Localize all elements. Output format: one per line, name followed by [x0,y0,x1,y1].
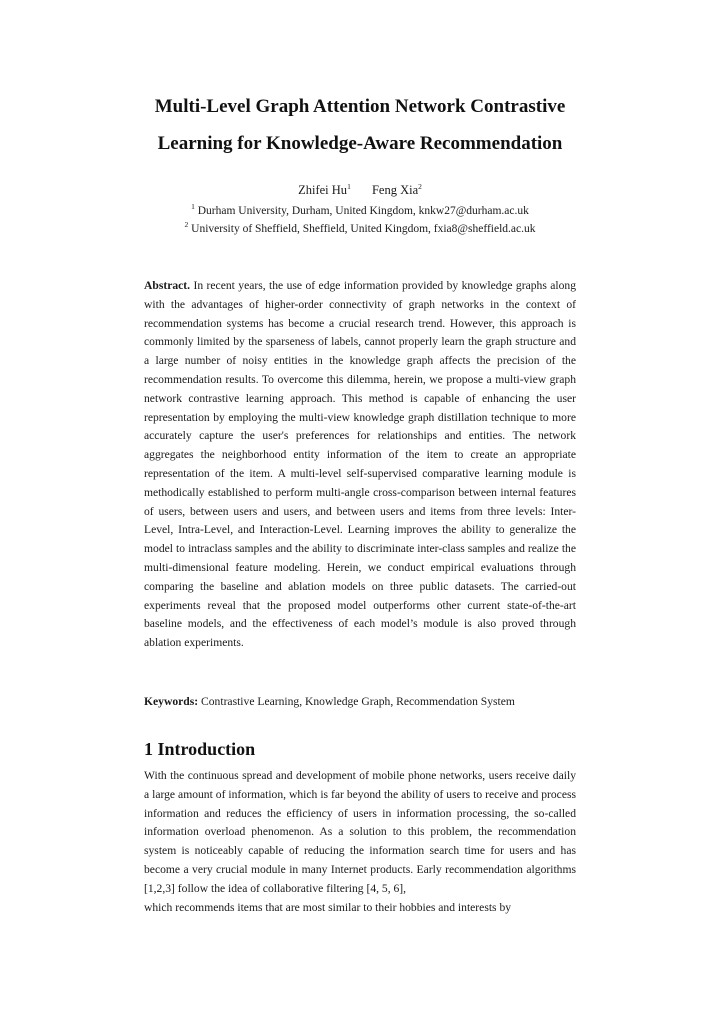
keywords-text: Contrastive Learning, Knowledge Graph, Recommendation System [201,695,515,708]
introduction-last-line: which recommends items that are most similar to their hobbies and interests by [144,900,512,914]
author-list [140,182,580,198]
author-affiliation-mark: 1 [347,182,351,191]
paper-title-line-1: Multi-Level Graph Attention Network Contrastive [154,96,566,117]
author-affiliation-mark: 2 [418,182,422,191]
abstract-label: Abstract. [144,279,191,292]
affiliation-mark: 2 [184,220,189,229]
affiliation-1 [120,204,600,219]
section-heading: 1 Introduction [144,739,256,759]
paper-title-line-2: Learning for Knowledge-Aware Recommendation [157,133,563,154]
author-name: Feng Xia [371,183,419,197]
affiliation-2 [120,222,600,237]
affiliation-mark: 1 [191,202,195,211]
introduction-text: With the continuous spread and development of mobile phone networks, users receive daily a large amount of information, which is far beyond the ability of users to receive and process information and reduces the efficiency of users in information processing, the so-called information overload phenomenon. As a solution to this problem, the recommendation system is noticeably capable of reducing the information search time for users and has become a very crucial module in many Internet products. Early recommendation algorithms [1,2,3] follow the idea of collaborative filtering [4, 5, 6], [144,769,576,895]
keywords-label: Keywords: [144,695,199,708]
abstract-text: In recent years, the use of edge information provided by knowledge graphs along with the advantages of higher-order connectivity of graph networks in the context of recommendation systems has become a crucial research trend. However, this approach is commonly limited by the sparseness of labels, cannot properly learn the graph structure and a large number of noisy entities in the knowledge graph affects the precision of the recommendation results. To overcome this dilemma, herein, we propose a multi-view graph network contrastive learning approach. This method is capable of enhancing the user representation by employing the multi-view knowledge graph distillation technique to more accurately capture the user's preferences for relationships and entities. The network aggregates the neighborhood entity information of the item to create an appropriate representation of the item. A multi-level self-supervised comparative learning module is methodically established to perform multi-angle cross-comparison between internal features of users, between users and users, and between users and items from three levels: Inter-Level, Intra-Level, and Interaction-Level. Learning improves the ability to generalize the model to intraclass samples and the ability to discriminate inter-class samples and realize the multi-dimensional feature modeling. Herein, we conduct empirical evaluations through comparing the baseline and ablation models on three public datasets. The carried-out experiments reveal that the proposed model outperforms other current state-of-the-art baseline models, and the effectiveness of each model’s module is also proved through ablation experiments. [144,279,576,650]
keywords-paragraph [144,693,576,711]
abstract-paragraph [144,277,576,653]
author-name: Zhifei Hu [298,183,348,197]
affiliation-text: University of Sheffield, Sheffield, United Kingdom, fxia8@sheffield.ac.uk [191,223,536,235]
introduction-paragraph [144,767,576,917]
affiliation-text: Durham University, Durham, United Kingdom, knkw27@durham.ac.uk [197,205,529,217]
